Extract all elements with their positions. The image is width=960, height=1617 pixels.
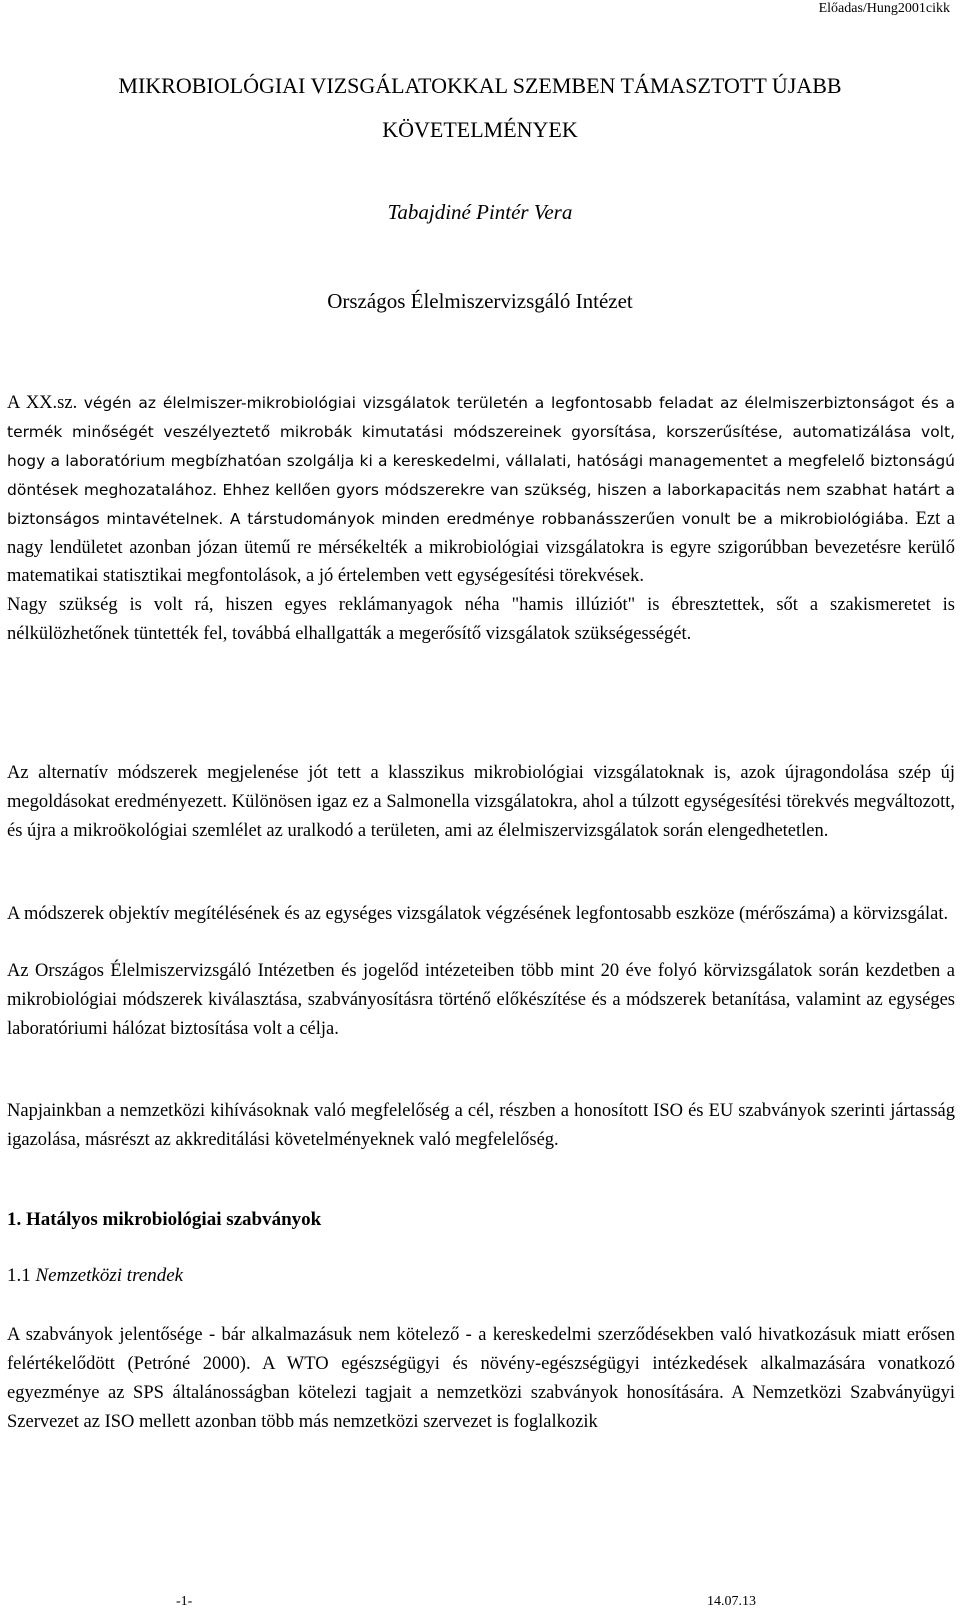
header-reference: Előadas/Hung2001cikk [818, 1, 950, 16]
footer-date: 14.07.13 [707, 1594, 756, 1609]
section-1-1-number: 1.1 [7, 1265, 36, 1286]
paragraph-5: Az Országos Élelmiszervizsgáló Intézetben és jogelőd intézeteiben több mint 20 éve folyó körvizsgálatok során kezdetben a mikrobiológiai módszerek kiválasztása, szabványosításra történő előkészítése és a módszerek betanítása, valamint az egységes laboratóriumi hálózat biztosítása volt a célja. [7, 961, 955, 1039]
paragraph-6: Napjainkban a nemzetközi kihívásoknak való megfelelőség a cél, részben a honosított ISO és EU szabványok szerinti jártasság igazolása, másrészt az akkreditálási követelményeknek való megfelelőség. [7, 1101, 955, 1150]
intro-sans-text: végén az élelmiszer-mikrobiológiai vizsgálatok területén a legfontosabb feladat az élelmiszerbiztonságot és a termék minőségét veszélyeztető mikrobák kimutatási módszereinek gyorsítása, korszerűsítése, automatizálása volt, hogy a laboratórium megbízhatóan szolgálja ki a kereskedelmi, vállalati, hatósági managementet a megfelelő biztonságú döntések meghozatalához. Ehhez kellően gyors módszerekre van szükség, hiszen a laborkapacitás nem szabhat határt a biztonságos mintavételnek. A társtudományok minden eredménye robbanásszerűen vonult be a mikrobiológiába. [7, 394, 955, 528]
section-1-1-heading [7, 1265, 183, 1287]
institute-name: Országos Élelmiszervizsgáló Intézet [327, 289, 633, 313]
intro-serif-start: A XX.sz. [7, 393, 84, 413]
paragraph-3: Az alternatív módszerek megjelenése jót tett a klasszikus mikrobiológiai vizsgálatoknak is, azok újragondolása szép új megoldásokat eredményezett. Különösen igaz ez a Salmonella vizsgálatokra, ahol a túlzott egységesítési törekvés megváltozott, és újra a mikroökológiai szemlélet az uralkodó a területen, ami az élelmiszervizsgálatok során elengedhetetlen. [7, 763, 955, 841]
section-1-1-title: Nemzetközi trendek [35, 1265, 184, 1286]
document-title [0, 64, 960, 152]
section-1-heading: 1. Hatályos mikrobiológiai szabványok [7, 1209, 322, 1230]
author-name: Tabajdiné Pintér Vera [387, 200, 573, 224]
title-line-2: KÖVETELMÉNYEK [382, 117, 578, 142]
title-line-1: MIKROBIOLÓGIAI VIZSGÁLATOKKAL SZEMBEN TÁMASZTOTT ÚJABB [118, 73, 842, 98]
intro-serif-end: Ezt a nagy lendületet azonban józan ütemű re mérsékelték a mikrobiológiai vizsgálatokra is egyre szigorúbban bevezetésre kerülő matematikai statisztikai megfontolások, a jó értelemben vett egységesítési törekvések. [7, 508, 955, 587]
page-number: -1- [176, 1594, 193, 1609]
intro-paragraph [7, 389, 955, 649]
paragraph-4: A módszerek objektív megítélésének és az egységes vizsgálatok végzésének legfontosabb eszköze (mérőszáma) a körvizsgálat. [7, 904, 949, 924]
paragraph-2: Nagy szükség is volt rá, hiszen egyes reklámanyagok néha "hamis illúziót" is ébresztettek, sőt a szakismeretet is nélkülözhetőnek tüntették fel, továbbá elhallgatták a megerősítő vizsgálatok szükségességét. [7, 595, 955, 645]
paragraph-7: A szabványok jelentősége - bár alkalmazásuk nem kötelező - a kereskedelmi szerződésekben való hivatkozásuk miatt erősen felértékelődött (Petróné 2000). A WTO egészségügyi és növény-egészségügyi intézkedések alkalmazására vonatkozó egyezménye az SPS általánosságban kötelezi tagjait a nemzetközi szabványok honosítására. A Nemzetközi Szabványügyi Szervezet az ISO mellett azonban több más nemzetközi szervezet is foglalkozik [7, 1325, 955, 1432]
